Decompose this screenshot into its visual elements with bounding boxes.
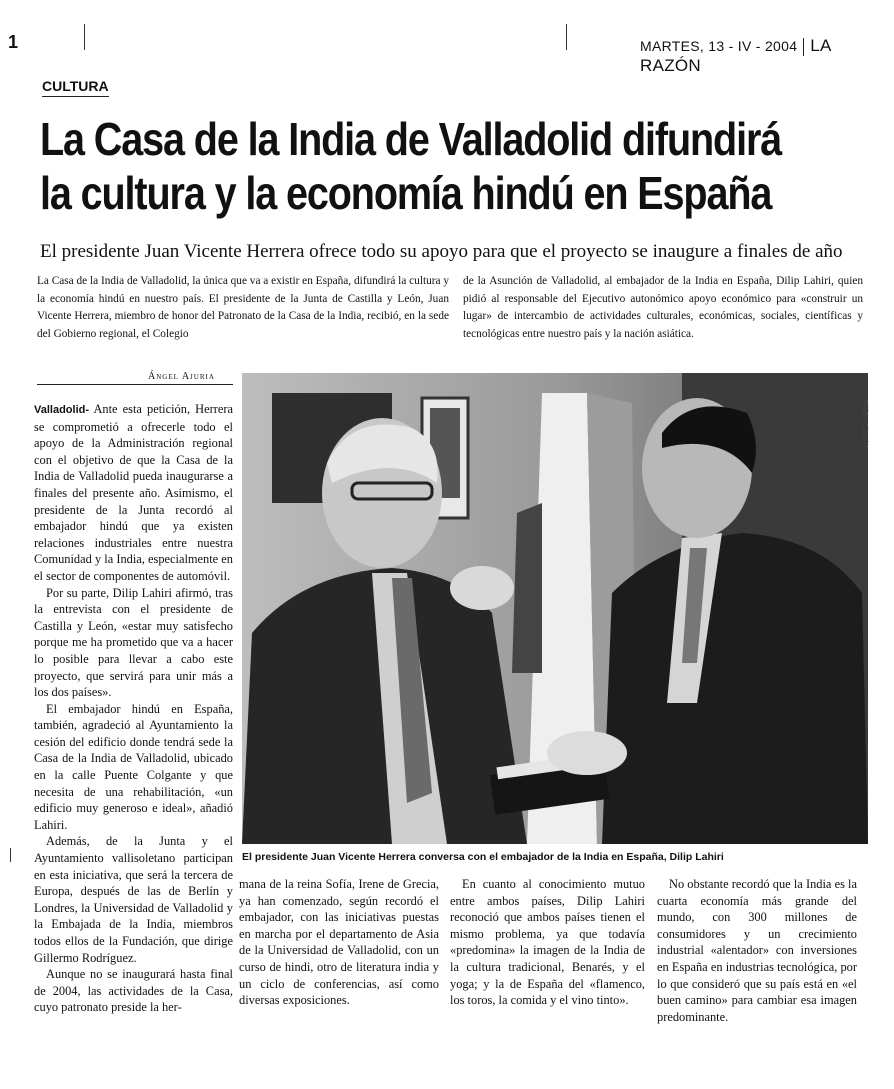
- paragraph: Además, de la Junta y el Ayuntamiento vallisoletano participan en esta iniciativa, que será la tercera de Europa, después de las de Berlín y Londres, la Universidad de Valladolid y la Embajada de la India, miembros todos ellos de la Fundación, que dirige Gillermo Rodríguez.: [34, 834, 233, 965]
- photo-illustration: [242, 373, 868, 844]
- newspaper-name: LA RAZÓN: [640, 36, 831, 76]
- paragraph: No obstante recordó que la India es la cuarta economía más grande del mundo, con 300 millones de consumidores y un crecimiento industrial «alentador» con inversiones en España en industrias tecnológica, por lo que consideró que su país está en «el buen camino» para cambiar esa imagen predominante.: [657, 877, 857, 1024]
- paragraph: [34, 401, 233, 585]
- header-divider: [84, 24, 85, 50]
- article-column-4: [657, 876, 857, 1025]
- section-label: CULTURA: [42, 78, 109, 97]
- subheadline: El presidente Juan Vicente Herrera ofrece todo su apoyo para que el proyecto se inaugure a finales de año: [40, 241, 843, 262]
- byline: Ángel Ajuria: [148, 371, 215, 382]
- photo-credit: Miriam Chacón: [861, 400, 868, 448]
- article-column-2: [239, 876, 439, 1009]
- article-column-1: [34, 401, 233, 1016]
- lead-paragraph-part-2: de la Asunción de Valladolid, al embajador de la India en España, Dilip Lahiri, quien pidió al responsable del Ejecutivo autonómico apoyo económico para «construir un lugar» de intercambio de actividades culturales, económicas, sociales, científicas y tecnológicas entre nuestro país y la nación asiática.: [463, 275, 863, 340]
- dateline-place: Valladolid-: [34, 404, 90, 416]
- margin-mark: [10, 848, 11, 862]
- paragraph: Aunque no se inaugurará hasta final de 2004, las actividades de la Casa, cuyo patronato preside la her-: [34, 967, 233, 1015]
- headline: [40, 112, 782, 220]
- lead-paragraph-part-1: La Casa de la India de Valladolid, la única que va a existir en España, difundirá la cultura y la economía hindú en nuestro país. El presidente de la Junta de Castilla y León, Juan Vicente Herrera, miembro de honor del Patronato de la Casa de la India, recibió, en la sede del Gobierno regional, el Colegio: [37, 275, 449, 340]
- paragraph-text: Ante esta petición, Herrera se comprometió a ofrecerle todo el apoyo de la Administración regional con el objetivo de que la Casa de la India de Valladolid pueda inaugurarse a finales del presente año. Asimismo, el presidente de la Junta recordó al embajador hindú que ya existen relaciones industriales entre nuestra Comunidad y la India, especialmente en el sector de componentes de automóvil.: [34, 402, 233, 583]
- article-column-3: [450, 876, 645, 1009]
- dateline-separator: [803, 38, 804, 56]
- issue-date: MARTES, 13 - IV - 2004: [640, 38, 798, 54]
- dateline: [640, 36, 894, 76]
- paragraph: En cuanto al conocimiento mutuo entre ambos países, Dilip Lahiri reconoció que ambos países tienen el mismo problema, ya que todavía «predomina» la imagen de la India de la cultura tradicional, Benarés, y el yoga; y la de España del «flamenco, los toros, la comida y el vino tinto».: [450, 877, 645, 1008]
- byline-rule: [37, 384, 233, 385]
- news-photo: [242, 373, 868, 844]
- headline-line-1: La Casa de la India de Valladolid difundirá: [40, 113, 782, 165]
- page-marker: 1: [8, 32, 19, 52]
- paragraph: El embajador hindú en España, también, agradeció al Ayuntamiento la cesión del edificio donde tendrá sede la Casa de la India de Valladolid, ubicado en la calle Puente Colgante y que necesita de una rehabilitación, «un edificio muy generoso e ideal», añadió Lahiri.: [34, 701, 233, 832]
- headline-line-2: la cultura y la economía hindú en España: [40, 167, 772, 219]
- photo-caption: El presidente Juan Vicente Herrera conversa con el embajador de la India en España, Dilip Lahiri: [242, 851, 724, 863]
- header-divider: [566, 24, 567, 50]
- paragraph: Por su parte, Dilip Lahiri afirmó, tras la entrevista con el presidente de Castilla y León, «estar muy satisfecho porque me ha prometido que va a hacer lo posible para llevar a cabo este proyecto, que servirá para unir más a los dos países».: [34, 585, 233, 700]
- paragraph: mana de la reina Sofía, Irene de Grecia, ya han comenzado, según recordó el embajador, con las iniciativas puestas en marcha por el departamento de Asia de la Universidad de Valladolid, con un curso de hindi, otro de literatura india y un ciclo de conferencias, así como diversas exposiciones.: [239, 877, 439, 1008]
